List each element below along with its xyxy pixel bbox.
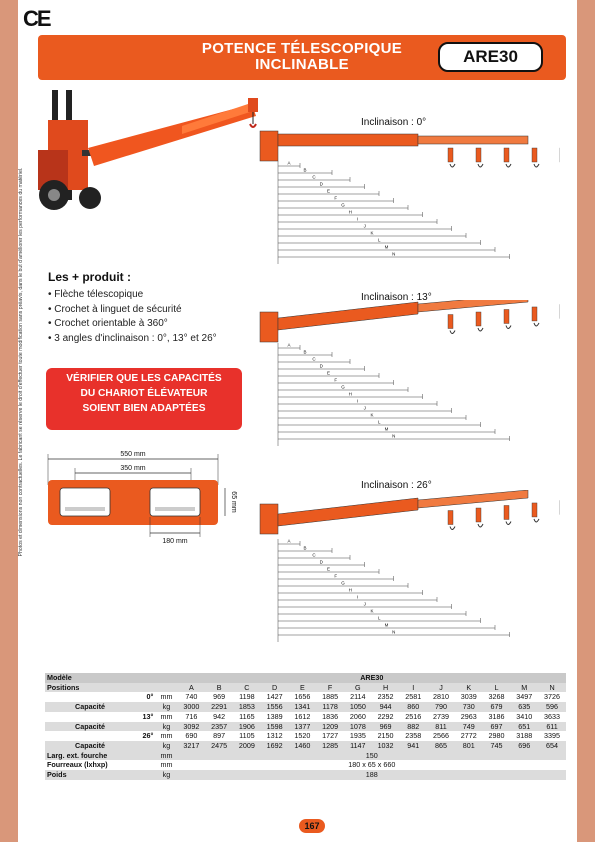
mm-cell: 3395 [538, 731, 566, 741]
hook-arm [476, 312, 481, 326]
dim-letter: L [377, 419, 381, 425]
mm-cell: 2114 [344, 692, 372, 702]
dim-letter: C [312, 174, 316, 180]
mm-cell: 1520 [289, 731, 317, 741]
plus-list [48, 288, 217, 346]
kg-cell: 865 [427, 741, 455, 751]
kg-cell: 1147 [344, 741, 372, 751]
mm-cell: 897 [205, 731, 233, 741]
kg-cell: 2291 [205, 702, 233, 712]
mm-cell: 1612 [289, 712, 317, 722]
warning-line-1: VÉRIFIER QUE LES CAPACITÉS [66, 373, 222, 384]
hook-icon [478, 524, 483, 527]
mm-cell: 1935 [344, 731, 372, 741]
mm-cell: 2150 [372, 731, 400, 741]
hook-arm [532, 503, 537, 517]
dim-letter: H [348, 391, 352, 397]
warning-box [46, 368, 242, 430]
position-header-D: D [261, 683, 289, 693]
kg-cell: 596 [538, 702, 566, 712]
mm-cell: 969 [205, 692, 233, 702]
mm-cell: 3039 [455, 692, 483, 702]
kg-cell: 697 [483, 722, 511, 732]
hook-arm [448, 511, 453, 525]
unit-cell: kg [155, 722, 177, 732]
unit-cell: mm [155, 760, 177, 770]
sleeves-label: Fourreaux (lxhxp) [45, 760, 135, 770]
dim-letter: K [370, 608, 374, 614]
mm-cell: 1198 [233, 692, 261, 702]
kg-cell: 2357 [205, 722, 233, 732]
dim-letter: M [384, 426, 389, 432]
capacity-label: Capacité [45, 722, 135, 732]
position-header-M: M [510, 683, 538, 693]
hook-arm [532, 148, 537, 162]
kg-cell: 882 [399, 722, 427, 732]
kg-cell: 1285 [316, 741, 344, 751]
side-note-text: Photos et dimensions non contractuelles. Le fabricant se réserve le droit d'effectuer toute modification sans préavis, dans le but d'améliorer les performances du matériel. [18, 167, 24, 557]
kg-cell: 1906 [233, 722, 261, 732]
hook-icon [534, 323, 539, 326]
dim-letter: L [377, 237, 381, 243]
kg-cell: 1377 [289, 722, 317, 732]
kg-cell: 730 [455, 702, 483, 712]
kg-cell: 811 [427, 722, 455, 732]
mm-cell: 2581 [399, 692, 427, 702]
hook-arm [504, 505, 509, 519]
dim-letter: B [303, 349, 307, 355]
dim-letter: J [363, 601, 366, 607]
dim-letter: F [334, 377, 338, 383]
hook-arm [476, 508, 481, 522]
position-header-E: E [289, 683, 317, 693]
mm-cell: 3633 [538, 712, 566, 722]
plus-item: • Flèche télescopique [48, 288, 217, 303]
position-header-J: J [427, 683, 455, 693]
mm-cell: 690 [178, 731, 206, 741]
dim-letter: I [356, 594, 359, 600]
hook-icon [506, 325, 511, 328]
position-header-A: A [178, 683, 206, 693]
positions-row [45, 683, 566, 693]
kg-cell: 1078 [344, 722, 372, 732]
mm-cell: 3497 [510, 692, 538, 702]
mm-cell: 3726 [538, 692, 566, 702]
kg-cell: 1556 [261, 702, 289, 712]
dim-letter: N [392, 251, 396, 257]
mm-cell: 3188 [510, 731, 538, 741]
angle-cell: 26° [135, 731, 156, 741]
model-badge: ARE30 [438, 42, 543, 72]
mm-cell: 1312 [261, 731, 289, 741]
kg-cell: 1032 [372, 741, 400, 751]
side-note [16, 112, 26, 612]
hook-icon [506, 164, 511, 167]
kg-cell: 1178 [316, 702, 344, 712]
dim-letter: D [319, 559, 323, 565]
warning-line-3: SOIENT BIEN ADAPTÉES [82, 403, 206, 414]
dim-letter: A [287, 342, 291, 348]
dim-letter: N [392, 629, 396, 635]
mm-cell: 2358 [399, 731, 427, 741]
hook-arm [476, 148, 481, 162]
model-label: Modèle [45, 673, 135, 683]
mm-cell: 1427 [261, 692, 289, 702]
kg-cell: 635 [510, 702, 538, 712]
mm-cell: 2292 [372, 712, 400, 722]
unit-cell: kg [155, 741, 177, 751]
dim-letter: E [326, 188, 331, 194]
table-row [45, 731, 566, 741]
dim-letter: J [363, 405, 366, 411]
capacity-label: Capacité [45, 702, 135, 712]
mm-cell: 2060 [344, 712, 372, 722]
inclination-0-label: Inclinaison : 0° [361, 117, 427, 128]
dim-letter: A [287, 538, 291, 544]
dim-letter: E [326, 566, 331, 572]
crane-photo [32, 90, 272, 240]
table-row [45, 751, 566, 761]
dim-letter: B [303, 167, 307, 173]
dim-550-label: 550 mm [120, 451, 146, 458]
table-row [45, 712, 566, 722]
page-sheet [18, 0, 577, 842]
kg-cell: 745 [483, 741, 511, 751]
dim-letter: N [392, 433, 396, 439]
unit-cell: mm [155, 751, 177, 761]
weight-label: Poids [45, 770, 135, 780]
dim-350-label: 350 mm [120, 465, 146, 472]
mm-cell: 740 [178, 692, 206, 702]
dim-letter: I [356, 398, 359, 404]
kg-cell: 696 [510, 741, 538, 751]
table-row [45, 741, 566, 751]
kg-cell: 790 [427, 702, 455, 712]
fork-width-label: Larg. ext. fourche [45, 751, 135, 761]
dim-letter: C [312, 552, 316, 558]
dim-letter: D [319, 363, 323, 369]
mm-cell: 1105 [233, 731, 261, 741]
kg-cell: 611 [538, 722, 566, 732]
dim-letter: M [384, 622, 389, 628]
plus-heading: Les + produit : [48, 270, 132, 284]
title-line-2: INCLINABLE [255, 56, 349, 73]
mm-cell: 3410 [510, 712, 538, 722]
kg-cell: 2009 [233, 741, 261, 751]
kg-cell: 3000 [178, 702, 206, 712]
mm-cell: 2810 [427, 692, 455, 702]
mm-cell: 1727 [316, 731, 344, 741]
page-number: 167 [299, 819, 325, 833]
kg-cell: 651 [510, 722, 538, 732]
kg-cell: 941 [399, 741, 427, 751]
dim-letter: L [377, 615, 381, 621]
kg-cell: 1341 [289, 702, 317, 712]
unit-cell: kg [155, 770, 177, 780]
position-header-C: C [233, 683, 261, 693]
hook-arm [504, 148, 509, 162]
hook-icon [534, 519, 539, 522]
mm-cell: 2772 [455, 731, 483, 741]
dim-letter: B [303, 545, 307, 551]
kg-cell: 679 [483, 702, 511, 712]
capacity-label: Capacité [45, 741, 135, 751]
kg-cell: 1692 [261, 741, 289, 751]
weight-value: 188 [178, 770, 566, 780]
mm-cell: 2739 [427, 712, 455, 722]
dim-letter: G [341, 580, 345, 586]
unit-cell: mm [155, 692, 177, 702]
mm-cell: 2980 [483, 731, 511, 741]
dim-letter: D [319, 181, 323, 187]
kg-cell: 2475 [205, 741, 233, 751]
kg-cell: 1050 [344, 702, 372, 712]
boom-diagram-26 [250, 490, 560, 660]
title-line-1: POTENCE TÉLESCOPIQUE [201, 40, 403, 57]
dim-letter: I [356, 216, 359, 222]
mm-cell: 2963 [455, 712, 483, 722]
kg-cell: 1598 [261, 722, 289, 732]
kg-cell: 3092 [178, 722, 206, 732]
unit-cell: mm [155, 712, 177, 722]
position-header-H: H [372, 683, 400, 693]
table-row [45, 702, 566, 712]
sleeves-value: 180 x 65 x 660 [178, 760, 566, 770]
dim-65-label: 65 mm [230, 491, 237, 513]
kg-cell: 860 [399, 702, 427, 712]
hook-icon [450, 527, 455, 530]
hook-icon [450, 331, 455, 334]
mm-cell: 2566 [427, 731, 455, 741]
unit-cell: mm [155, 731, 177, 741]
dim-letter: J [363, 223, 366, 229]
mm-cell: 942 [205, 712, 233, 722]
kg-cell: 1209 [316, 722, 344, 732]
inclination-13-label: Inclinaison : 13° [361, 292, 432, 303]
dim-letter: K [370, 412, 374, 418]
position-header-K: K [455, 683, 483, 693]
dim-letter: M [384, 244, 389, 250]
fork-sleeve-diagram [40, 445, 240, 550]
table-header-row [45, 673, 566, 683]
boom-diagram-0 [250, 128, 560, 278]
dim-letter: H [348, 587, 352, 593]
kg-cell: 1460 [289, 741, 317, 751]
table-row [45, 722, 566, 732]
hook-icon [506, 521, 511, 524]
hook-arm [448, 148, 453, 162]
mm-cell: 1389 [261, 712, 289, 722]
mm-cell: 3268 [483, 692, 511, 702]
boom-diagram-13 [250, 300, 560, 460]
kg-cell: 1853 [233, 702, 261, 712]
plus-item: • Crochet à linguet de sécurité [48, 303, 217, 318]
mm-cell: 1165 [233, 712, 261, 722]
unit-cell: kg [155, 702, 177, 712]
hook-icon [478, 164, 483, 167]
dim-letter: H [348, 209, 352, 215]
dim-180-label: 180 mm [162, 538, 188, 545]
table-row [45, 692, 566, 702]
hook-arm [532, 307, 537, 321]
mm-cell: 716 [178, 712, 206, 722]
dim-letter: K [370, 230, 374, 236]
dim-letter: C [312, 356, 316, 362]
position-header-L: L [483, 683, 511, 693]
dim-letter: G [341, 384, 345, 390]
dim-letter: A [287, 160, 291, 166]
kg-cell: 801 [455, 741, 483, 751]
fork-width-value: 150 [178, 751, 566, 761]
mm-cell: 1836 [316, 712, 344, 722]
angle-cell: 13° [135, 712, 156, 722]
angle-cell: 0° [135, 692, 156, 702]
table-row [45, 770, 566, 780]
kg-cell: 749 [455, 722, 483, 732]
hook-arm [504, 309, 509, 323]
hook-arm [448, 315, 453, 329]
plus-item: • Crochet orientable à 360° [48, 317, 217, 332]
kg-cell: 969 [372, 722, 400, 732]
ce-mark: CE [23, 6, 50, 31]
position-header-N: N [538, 683, 566, 693]
positions-label: Positions [45, 683, 135, 693]
mm-cell: 1656 [289, 692, 317, 702]
hook-icon [534, 164, 539, 167]
mm-cell: 2352 [372, 692, 400, 702]
table-row [45, 760, 566, 770]
kg-cell: 944 [372, 702, 400, 712]
inclination-26-label: Inclinaison : 26° [361, 480, 432, 491]
mm-cell: 2516 [399, 712, 427, 722]
hook-icon [478, 328, 483, 331]
mm-cell: 3186 [483, 712, 511, 722]
kg-cell: 3217 [178, 741, 206, 751]
spec-table [45, 673, 566, 780]
position-header-B: B [205, 683, 233, 693]
dim-letter: E [326, 370, 331, 376]
position-header-I: I [399, 683, 427, 693]
model-value: ARE30 [178, 673, 566, 683]
dim-letter: G [341, 202, 345, 208]
plus-item: • 3 angles d'inclinaison : 0°, 13° et 26° [48, 332, 217, 347]
warning-line-2: DU CHARIOT ÉLÉVATEUR [80, 388, 208, 399]
hook-icon [450, 164, 455, 167]
mm-cell: 1885 [316, 692, 344, 702]
dim-letter: F [334, 195, 338, 201]
kg-cell: 654 [538, 741, 566, 751]
position-header-G: G [344, 683, 372, 693]
dim-letter: F [334, 573, 338, 579]
position-header-F: F [316, 683, 344, 693]
